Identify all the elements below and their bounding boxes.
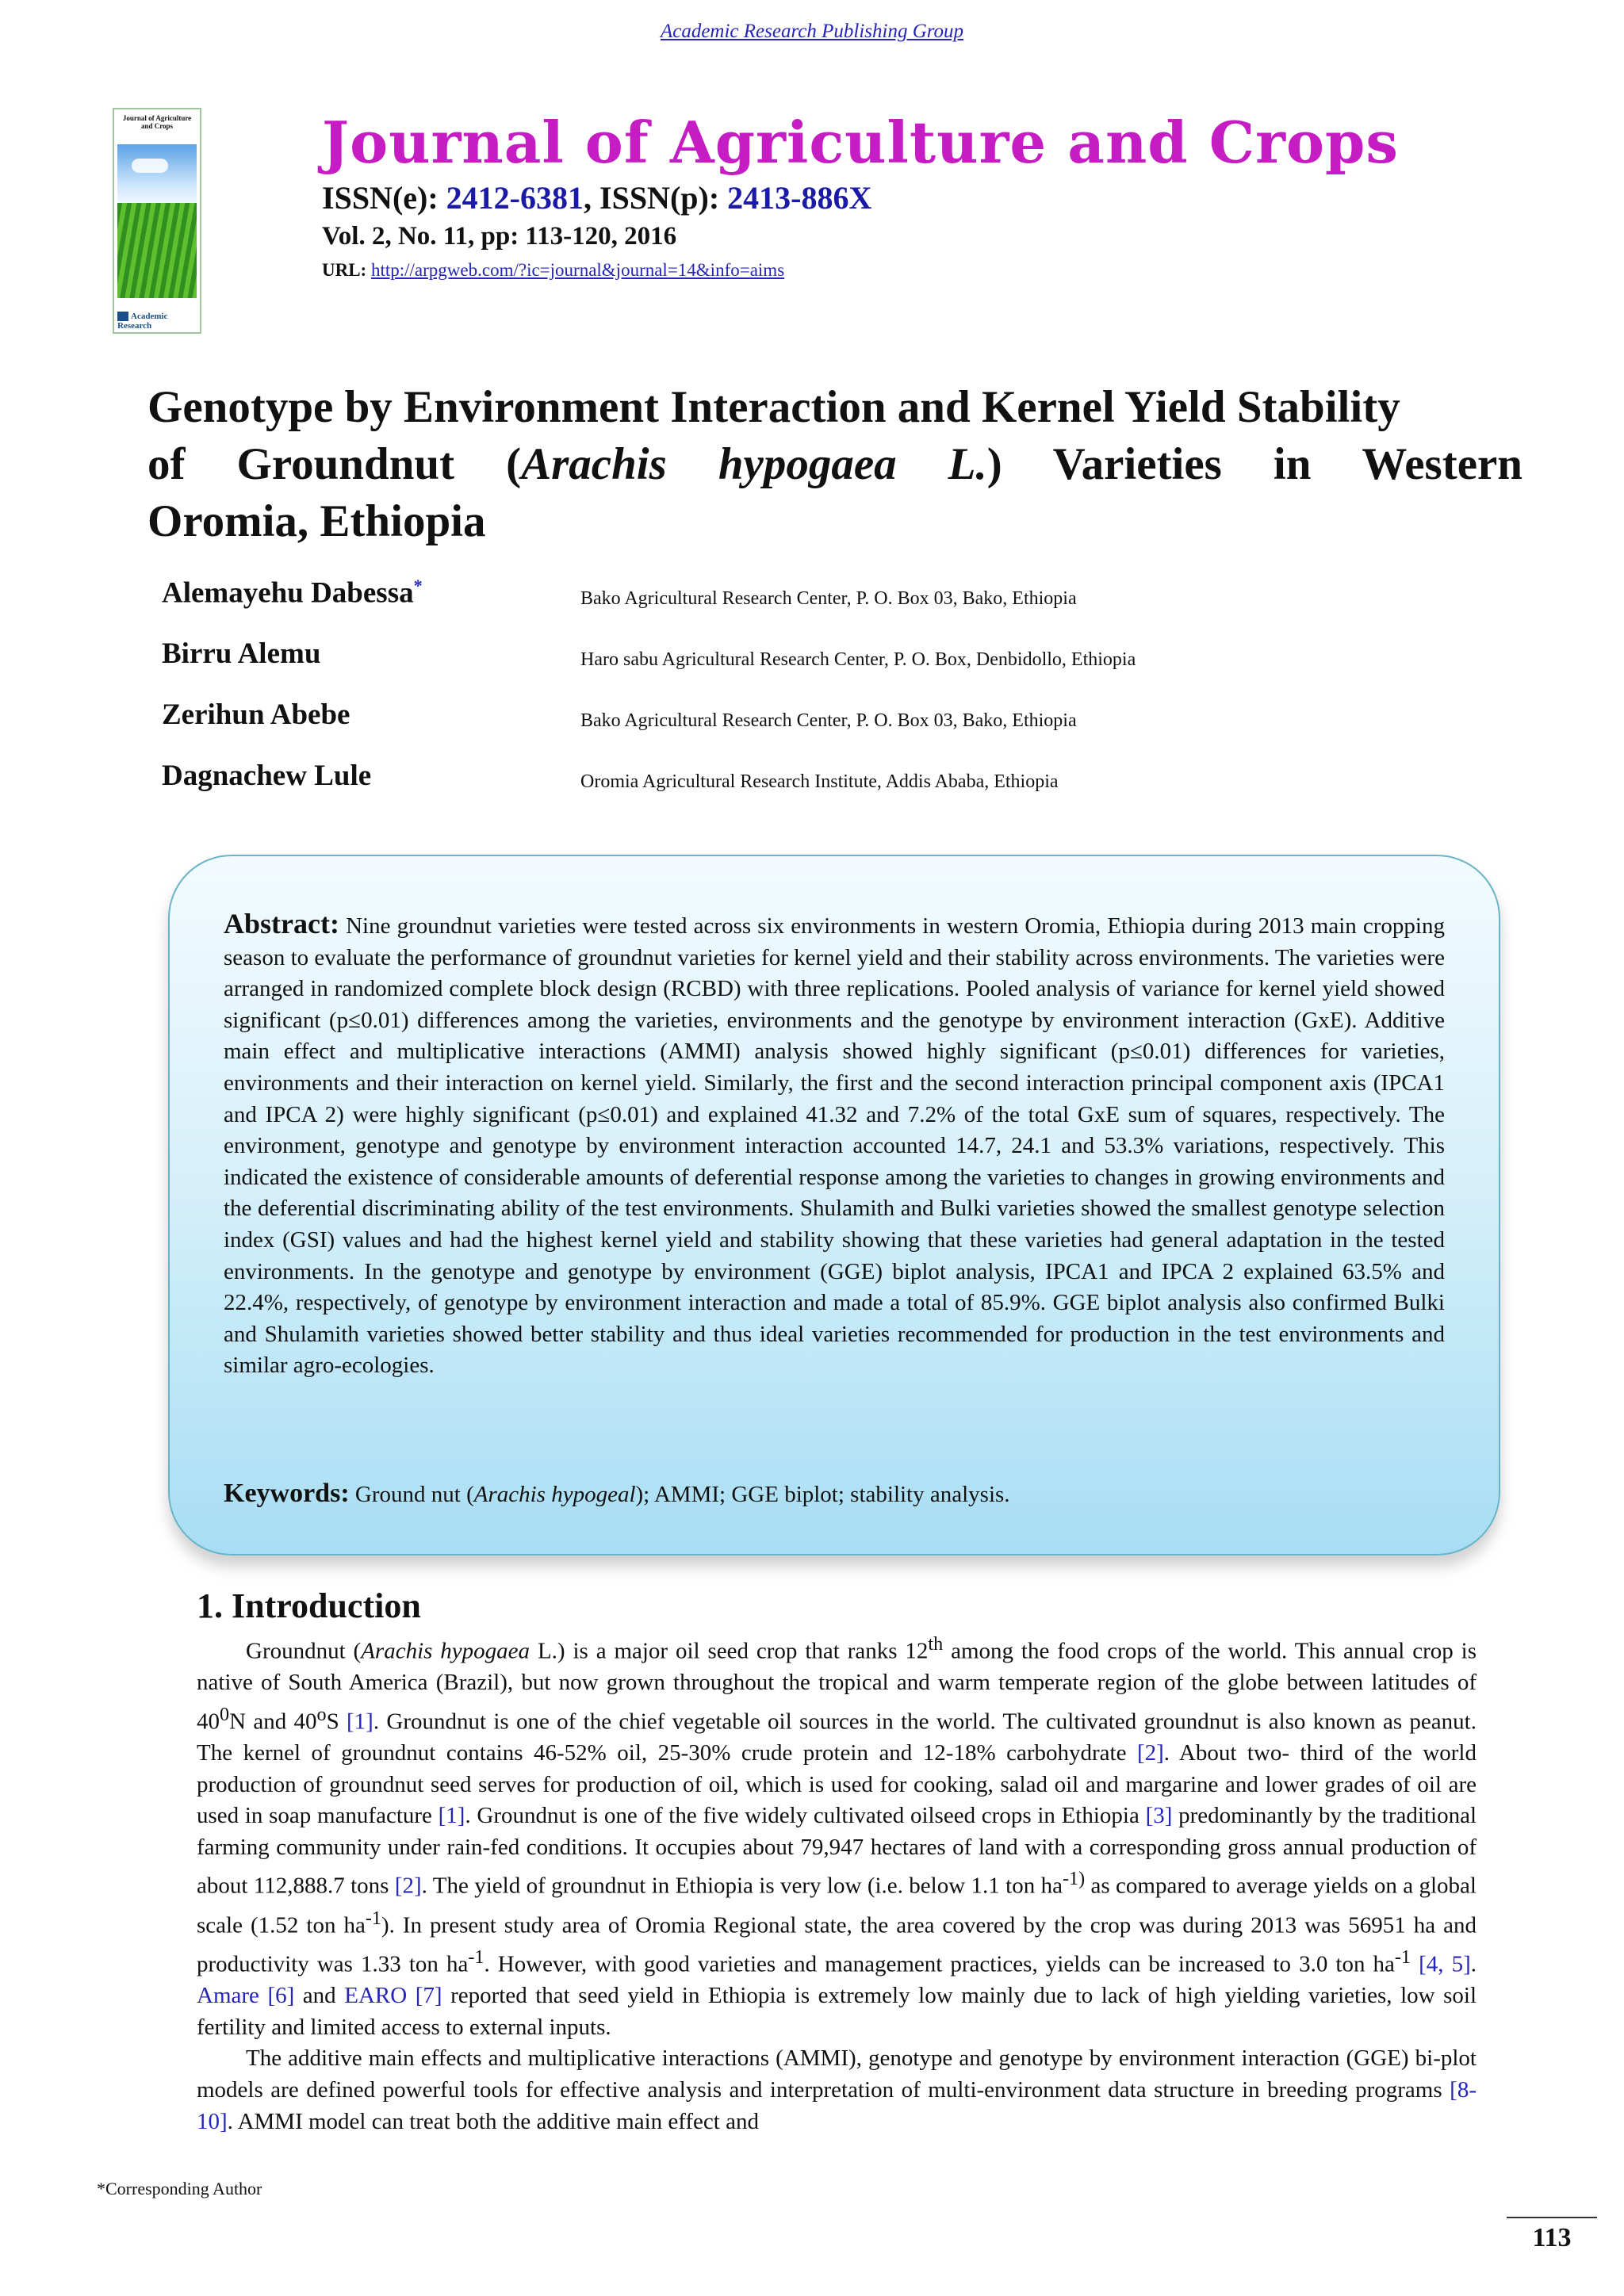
issn-p[interactable]: 2413-886X bbox=[727, 180, 872, 216]
author-row bbox=[162, 756, 1510, 817]
cover-sky bbox=[117, 144, 197, 203]
cover-title: Journal of Agriculture and Crops bbox=[122, 114, 192, 130]
journal-url-link[interactable]: http://arpgweb.com/?ic=journal&journal=14&info=aims bbox=[370, 260, 785, 280]
citation-link[interactable]: [2] bbox=[1136, 1740, 1164, 1766]
corresponding-mark[interactable]: * bbox=[413, 576, 423, 595]
paragraph: Groundnut (Arachis hypogaea L.) is a major oil seed crop that ranks 12th among the food crops of the world. This annual crop is native of South America (Brazil), but now grown throughout the tropical and warm temperate region of the globe between latitudes of $40^0N$ and 40$^o$S [1]. Groundnut is one of the chief vegetable oil sources in the world. The cultivated groundnut is also known as peanut. The kernel of groundnut contains 46-52% oil, 25-30% crude protein and 12-18% carbohydrate [2]. About two- third of the world production of groundnut seed serves for production of oil, which is used for cooking, salad oil and margarine and lower grades of oil are used in soap manufacture [1]. Groundnut is one of the five widely cultivated oilseed crops in Ethiopia [3] predominantly by the traditional farming community under rain-fed conditions. It occupies about 79,947 hectares of land with a corresponding gross annual production of about 112,888.7 tons [2]. The yield of groundnut in Ethiopia is very low (i.e. below 1.1 ton $ha^{-1)}$ as compared to average yields on a global scale (1.52 ton $ha^{-1}$). In present study area of Oromia Regional state, the area covered by the crop was during 2013 was 56951 ha and productivity was 1.33 ton $ha^{-1}$. However, with good varieties and management practices, yields can be increased to 3.0 ton $ha^{-1}$ [4, 5]. Amare [6] and EARO [7] reported that seed yield in Ethiopia is extremely low mainly due to lack of high yielding varieties, low soil fertility and limited access to external inputs. bbox=[197, 1633, 1477, 2040]
author-row bbox=[162, 695, 1510, 756]
article-title: Genotype by Environment Interaction and Kernel Yield Stability of Groundnut (Arachis hypogaea L.) Varieties in Western Oromia, Ethiopia bbox=[147, 382, 1523, 546]
abstract bbox=[224, 909, 1445, 1382]
cover-field bbox=[117, 203, 197, 298]
issn-e[interactable]: 2412-6381 bbox=[446, 180, 584, 216]
introduction-body bbox=[197, 1628, 1477, 2137]
author-name: Birru Alemu bbox=[162, 637, 321, 670]
volume-info: Vol. 2, No. 11, pp: 113-120, 2016 bbox=[322, 222, 677, 251]
author-list bbox=[162, 572, 1510, 817]
citation-link[interactable]: [3] bbox=[1145, 1803, 1173, 1829]
citation-link[interactable]: [1] bbox=[438, 1803, 465, 1829]
citation-link[interactable]: EARO [7] bbox=[344, 1983, 442, 2009]
journal-title: Journal of Agriculture and Crops bbox=[322, 109, 1399, 176]
publisher-link[interactable]: Academic Research Publishing Group bbox=[660, 21, 964, 42]
citation-link[interactable]: [1] bbox=[347, 1709, 373, 1735]
citation-link[interactable]: [8-10] bbox=[197, 2077, 1477, 2134]
author-affiliation: Bako Agricultural Research Center, P. O. Box 03, Bako, Ethiopia bbox=[580, 710, 1077, 731]
journal-cover-image bbox=[113, 108, 201, 334]
journal-url: URL: http://arpgweb.com/?ic=journal&journal=14&info=aims bbox=[322, 260, 785, 280]
cover-publisher-logo: Academic Research bbox=[117, 312, 168, 331]
citation-link[interactable]: [2] bbox=[394, 1873, 422, 1900]
page-number: 113 bbox=[1532, 2223, 1572, 2252]
author-name: Zerihun Abebe bbox=[162, 698, 350, 731]
abstract-label: Abstract: bbox=[224, 908, 339, 939]
author-name: Dagnachew Lule bbox=[162, 760, 372, 792]
paragraph: The additive main effects and multiplicative interactions (AMMI), genotype and genotype by environment interaction (GGE) bi-plot models are defined powerful tools for effective analysis and interpretation of multi-environment data structure in breeding programs [8-10]. AMMI model can treat both the additive main effect and bbox=[197, 2045, 1477, 2134]
abstract-body: Nine groundnut varieties were tested across six environments in western Oromia, Ethiopia during 2013 main cropping season to evaluate the performance of groundnut varieties for kernel yield and their stability across environments. The varieties were arranged in randomized complete block design (RCBD) with three replications. Pooled analysis of variance for kernel yield showed significant (p≤0.01) differences among the varieties, environments and the genotype by environment interaction (GxE). Additive main effect and multiplicative interactions (AMMI) analysis showed highly significant (p≤0.01) differences for varieties, environments and their interaction on kernel yield. Similarly, the first and the second interaction principal component axis (IPCA1 and IPCA 2) were highly significant (p≤0.01) and explained 41.32 and 7.2% of the total GxE sum of squares, respectively. The environment, genotype and genotype by environment interaction accounted 14.7, 24.1 and 53.3% variations, respectively. This indicated the existence of considerable amounts of deferential response among the varieties to changes in growing environments and the deferential discriminating ability of the test environments. Shulamith and Bulki varieties showed the smallest genotype selection index (GSI) values and had the highest kernel yield and stability showing that these varieties had general adaptation in the tested environments. In the genotype and genotype by environment (GGE) biplot analysis, IPCA1 and IPCA 2 explained 63.5% and 22.4%, respectively, of genotype by environment interaction and made a total of 85.9%. GGE biplot analysis also confirmed Bulki and Shulamith varieties showed better stability and thus ideal varieties recommended for production in the test environments and similar agro-ecologies. bbox=[224, 913, 1445, 1379]
keywords-label: Keywords: bbox=[224, 1479, 350, 1508]
page-number-rule bbox=[1507, 2217, 1597, 2218]
keywords: Keywords: Ground nut (Arachis hypogeal); AMMI; GGE biplot; stability analysis. bbox=[224, 1479, 1010, 1508]
author-name: Alemayehu Dabessa* bbox=[162, 576, 423, 610]
author-affiliation: Oromia Agricultural Research Institute, Addis Ababa, Ethiopia bbox=[580, 771, 1059, 792]
citation-link[interactable]: [4, 5] bbox=[1419, 1951, 1471, 1977]
section-heading-introduction: 1. Introduction bbox=[197, 1586, 421, 1625]
author-affiliation: Haro sabu Agricultural Research Center, P. O. Box, Denbidollo, Ethiopia bbox=[580, 649, 1136, 670]
author-row bbox=[162, 572, 1510, 633]
author-row bbox=[162, 633, 1510, 695]
issn-line: ISSN(e): 2412-6381, ISSN(p): 2413-886X bbox=[322, 180, 872, 216]
author-affiliation: Bako Agricultural Research Center, P. O. Box 03, Bako, Ethiopia bbox=[580, 588, 1077, 609]
citation-link[interactable]: Amare [6] bbox=[197, 1983, 295, 2009]
corresponding-author-note: *Corresponding Author bbox=[97, 2179, 262, 2198]
